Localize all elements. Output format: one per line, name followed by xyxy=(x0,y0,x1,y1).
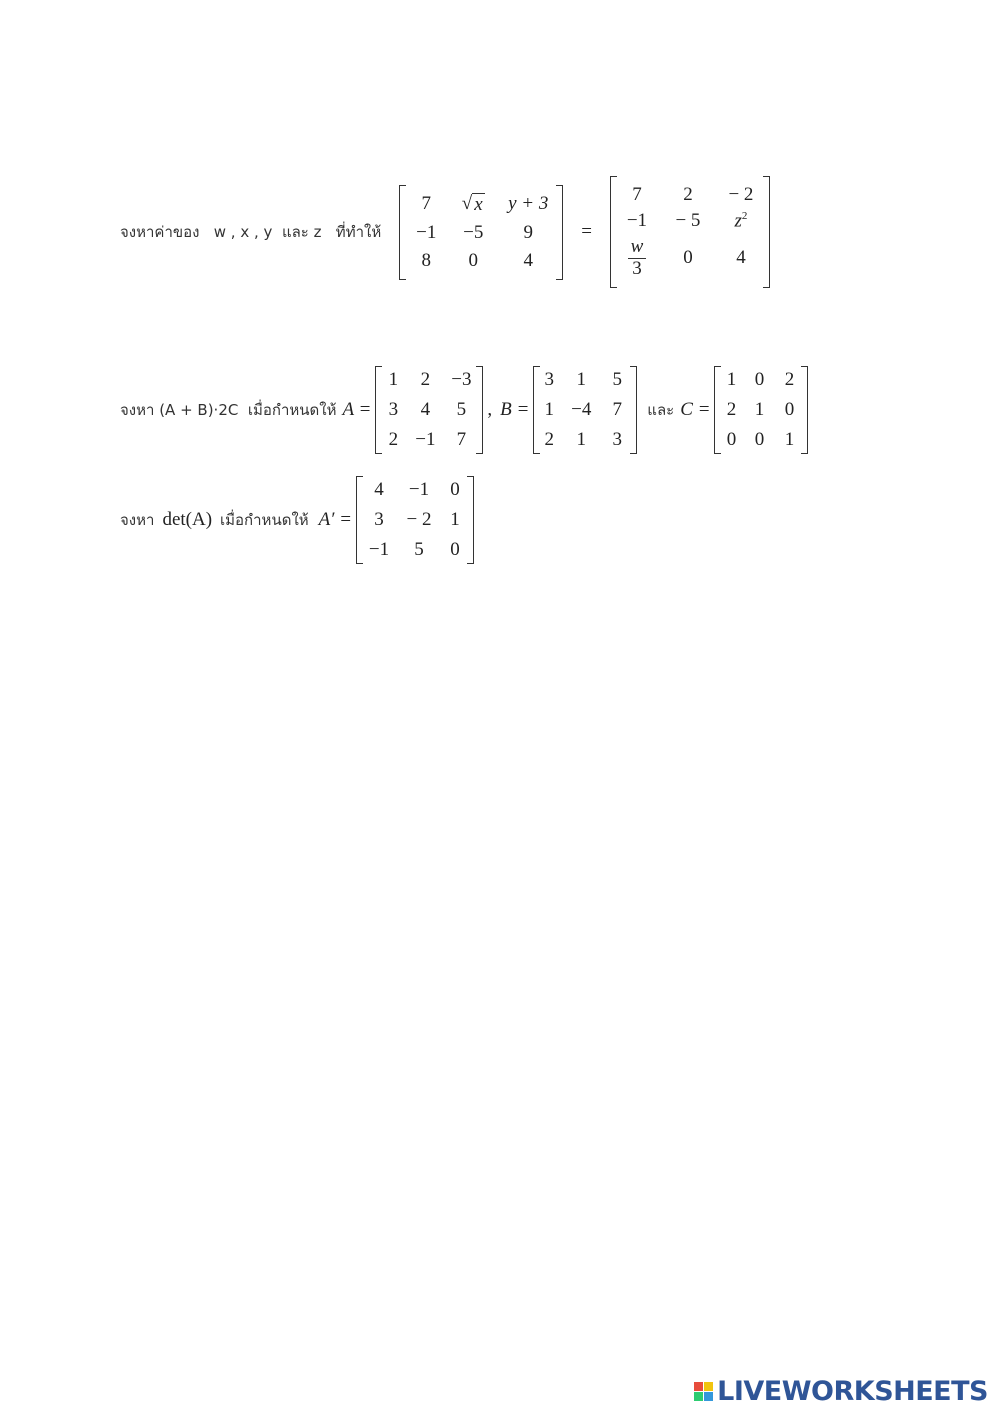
matrix-a xyxy=(375,366,483,454)
matrix-b-cell: 5 xyxy=(612,369,623,390)
determinant-expression: det(A) xyxy=(162,509,213,530)
logo-square-4 xyxy=(704,1392,713,1401)
matrix-a-transpose-cell: −1 xyxy=(368,539,390,560)
q1-lhs-cell: 0 xyxy=(468,249,478,271)
question-2-prompt: จงหา (A + B)·2C เมื่อกำหนดให้ xyxy=(120,401,337,419)
comma-separator: , xyxy=(487,399,493,420)
logo-wordmark: LIVEWORKSHEETS xyxy=(717,1376,988,1407)
matrix-b-cell: 3 xyxy=(544,369,555,390)
matrix-a-cell: 5 xyxy=(456,399,467,420)
matrix-a-cell: 2 xyxy=(420,369,431,390)
matrix-c-cell: 1 xyxy=(784,429,795,450)
and-word: และ xyxy=(647,401,675,419)
matrix-a-transpose-cell: 0 xyxy=(450,539,460,560)
question-3-prompt: จงหา xyxy=(120,511,155,529)
q1-rhs-cell: − 5 xyxy=(675,210,701,232)
q1-rhs-cell xyxy=(717,210,765,232)
q1-rhs-cell: 7 xyxy=(632,184,642,205)
matrix-b-cell: −4 xyxy=(571,399,592,420)
matrix-c-cell: 2 xyxy=(784,369,795,390)
matrix-a-cell: 7 xyxy=(456,429,467,450)
matrix-c-cell: 1 xyxy=(726,369,737,390)
z-exponent: 2 xyxy=(741,210,748,222)
q1-lhs-cell: −1 xyxy=(416,221,437,243)
logo-square-2 xyxy=(704,1382,713,1391)
matrix-b-cell: 3 xyxy=(612,429,623,450)
logo-square-1 xyxy=(694,1382,703,1391)
matrix-a-transpose-cell: −1 xyxy=(408,479,430,500)
matrix-c-cell: 0 xyxy=(784,399,795,420)
matrix-a-transpose xyxy=(356,476,474,564)
matrix-a-transpose-cell: 4 xyxy=(374,479,384,500)
matrix-c-label: C = xyxy=(680,399,711,420)
matrix-a-cell: 3 xyxy=(388,399,399,420)
q1-lhs-radicand: x xyxy=(474,193,483,215)
question-3-given: เมื่อกำหนดให้ xyxy=(220,511,309,529)
matrix-a-transpose-cell: 3 xyxy=(374,509,384,530)
q1-lhs-cell: 9 xyxy=(523,221,533,243)
q1-lhs-cell: 8 xyxy=(421,249,431,271)
matrix-a-cell: −1 xyxy=(415,429,436,450)
equals-sign: = xyxy=(581,221,592,243)
matrix-a-cell: 2 xyxy=(388,429,399,450)
z-variable: z xyxy=(734,210,742,232)
q1-lhs-cell: y + 3 xyxy=(508,192,549,214)
matrix-a-label: A = xyxy=(342,399,372,420)
logo-mark-icon xyxy=(694,1382,713,1401)
matrix-a-transpose-label: A′ = xyxy=(318,509,352,530)
matrix-c-cell: 2 xyxy=(726,399,737,420)
matrix-b-cell: 1 xyxy=(544,399,555,420)
matrix-b-cell: 1 xyxy=(576,369,587,390)
matrix-c-cell: 0 xyxy=(754,369,765,390)
q1-left-matrix xyxy=(399,185,563,280)
logo-square-3 xyxy=(694,1392,703,1401)
matrix-a-cell: −3 xyxy=(451,369,472,390)
q1-lhs-cell: 4 xyxy=(523,249,533,271)
matrix-b-cell: 7 xyxy=(612,399,623,420)
matrix-a-cell: 4 xyxy=(420,399,431,420)
matrix-a-transpose-cell: − 2 xyxy=(406,509,432,530)
matrix-a-cell: 1 xyxy=(388,369,399,390)
matrix-c xyxy=(714,366,808,454)
q1-lhs-cell xyxy=(448,193,498,216)
question-1 xyxy=(120,176,774,288)
question-1-prompt: จงหาค่าของ w , x , y และ z ที่ทำให้ xyxy=(120,223,382,242)
matrix-a-transpose-cell: 0 xyxy=(450,479,460,500)
matrix-b-cell: 2 xyxy=(544,429,555,450)
q1-lhs-cell: 7 xyxy=(421,192,431,214)
matrix-c-cell: 0 xyxy=(726,429,737,450)
q1-lhs-cell: −5 xyxy=(463,221,484,243)
matrix-a-transpose-cell: 5 xyxy=(414,539,424,560)
question-2 xyxy=(120,366,812,454)
matrix-b xyxy=(533,366,637,454)
q1-rhs-cell xyxy=(615,236,659,280)
fraction-numerator: w xyxy=(628,237,647,259)
q1-rhs-cell: 0 xyxy=(683,247,693,269)
matrix-c-cell: 0 xyxy=(754,429,765,450)
matrix-c-cell: 1 xyxy=(754,399,765,420)
q1-right-matrix xyxy=(610,176,770,288)
sqrt-symbol: √ xyxy=(461,192,473,214)
matrix-a-transpose-cell: 1 xyxy=(450,509,460,530)
fraction-denominator: 3 xyxy=(632,258,642,280)
question-3 xyxy=(120,476,478,564)
liveworksheets-logo[interactable] xyxy=(694,1376,988,1407)
q1-rhs-cell: −1 xyxy=(626,210,648,232)
matrix-b-label: B = xyxy=(500,399,530,420)
q1-rhs-cell: 4 xyxy=(736,247,746,269)
q1-rhs-cell: 2 xyxy=(683,184,693,205)
matrix-b-cell: 1 xyxy=(576,429,587,450)
q1-rhs-cell: − 2 xyxy=(728,184,754,205)
